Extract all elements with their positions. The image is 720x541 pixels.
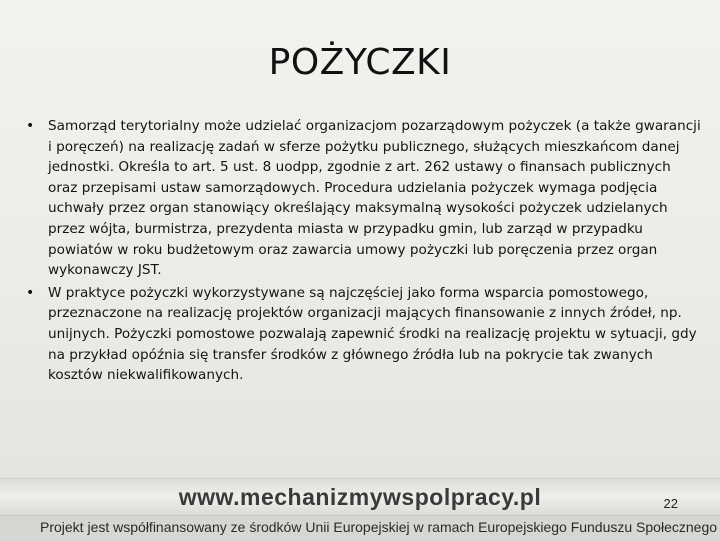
- bullet-text: W praktyce pożyczki wykorzystywane są najczęściej jako forma wsparcia pomostowego, przeznaczone na realizację projektów organizacji mających finansowanie z innych źródeł, np. unijnych. Pożyczki pomostowe pozwalają zapewnić środki na realizację projektu w sytuacji, gdy na przykład opóźnia się transfer środków z głównego źródła lub na pokrycie tak zwanych kosztów niekwalifikowanych.: [48, 284, 697, 384]
- page-number: 22: [663, 496, 678, 511]
- bullet-item: [22, 283, 702, 386]
- footer-url[interactable]: www.mechanizmywspolpracy.pl: [178, 484, 542, 510]
- eu-funding-text: Projekt jest współfinansowany ze środków Unii Europejskiej w ramach Europejskiego Funduszu Społecznego: [40, 519, 718, 535]
- bullet-icon: •: [26, 118, 35, 134]
- bullet-item: [22, 116, 702, 281]
- bullet-icon: •: [26, 284, 35, 301]
- bullet-list: [22, 116, 702, 386]
- slide-title: POŻYCZKI: [268, 42, 452, 83]
- bullet-text: Samorząd terytorialny może udzielać organizacjom pozarządowym pożyczek (a także gwarancji i poręczeń) na realizację zadań w sferze pożytku publicznego, służących mieszkańcom danej jednostki. Określa to art. 5 ust. 8 uodpp, zgodnie z art. 262 ustawy o finansach publicznych oraz przepisami ustaw samorządowych. Procedura udzielania pożyczek wymaga podjęcia uchwały przez organ stanowiący określający maksymalną wysokości pożyczek udzielanych przez wójta, burmistrza, prezydenta miasta w przypadku gmin, lub zarząd w przypadku powiatów w roku budżetowym oraz zawarcia umowy pożyczki lub poręczenia przez organ wykonawczy JST.: [48, 118, 701, 279]
